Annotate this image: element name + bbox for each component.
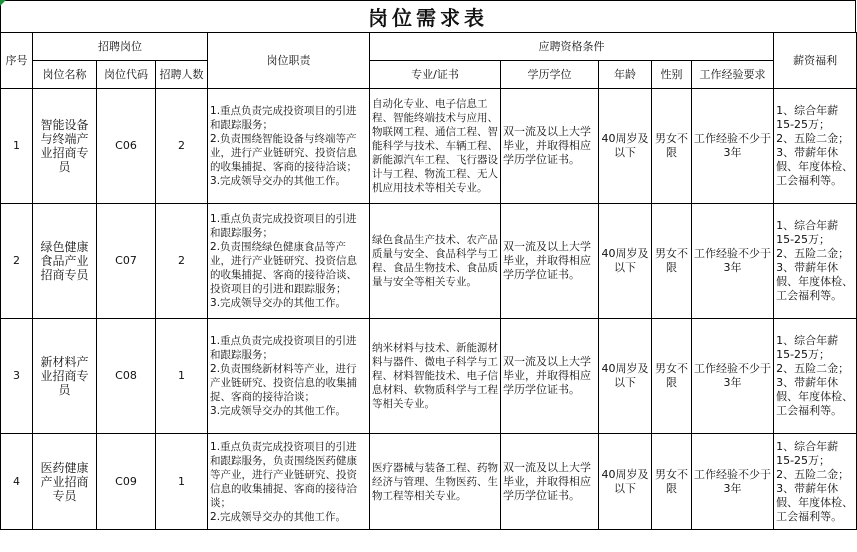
- header-experience[interactable]: 工作经验要求: [692, 61, 774, 89]
- cell-education[interactable]: 双一流及以上大学毕业，并取得相应学历学位证书。: [501, 89, 599, 204]
- cell-age[interactable]: 40周岁及以下: [599, 319, 652, 434]
- cell-major[interactable]: 医疗器械与装备工程、药物经济与管理、生物医药、生物工程等相关专业。: [370, 434, 501, 530]
- cell-post-code[interactable]: C06: [97, 89, 156, 204]
- cell-experience[interactable]: 工作经验不少于3年: [692, 434, 774, 530]
- cell-post-name[interactable]: 智能设备与终端产业招商专员: [33, 89, 97, 204]
- header-post-name[interactable]: 岗位名称: [33, 61, 97, 89]
- header-age[interactable]: 年龄: [599, 61, 652, 89]
- cell-age[interactable]: 40周岁及以下: [599, 204, 652, 319]
- cell-salary[interactable]: 1、综合年薪15-25万； 2、五险二金； 3、带薪年休假、年度体检、工会福利等。: [774, 89, 857, 204]
- cell-seq[interactable]: 2: [1, 204, 33, 319]
- table-row: [1, 204, 857, 319]
- cell-seq[interactable]: 3: [1, 319, 33, 434]
- cell-age[interactable]: 40周岁及以下: [599, 434, 652, 530]
- cell-gender[interactable]: 男女不限: [652, 204, 692, 319]
- cell-gender[interactable]: 男女不限: [652, 89, 692, 204]
- header-salary[interactable]: 薪资福利: [774, 33, 857, 89]
- header-major[interactable]: 专业/证书: [370, 61, 501, 89]
- table-row: [1, 434, 857, 530]
- cell-seq[interactable]: 1: [1, 89, 33, 204]
- cell-duty[interactable]: 1.重点负责完成投资项目的引进和跟踪服务； 2.负责围绕绿色健康食品等产业，进行产业链研究、投资信息的收集捕捉、客商的接待洽谈、投资项目的引进和跟踪服务； 3.完成领导交办的其他工作。: [208, 204, 370, 319]
- cell-education[interactable]: 双一流及以上大学毕业，并取得相应学历学位证书。: [501, 204, 599, 319]
- cell-headcount[interactable]: 1: [156, 434, 208, 530]
- cell-headcount[interactable]: 1: [156, 319, 208, 434]
- cell-salary[interactable]: 1、综合年薪15-25万； 2、五险二金； 3、带薪年休假、年度体检、工会福利等。: [774, 434, 857, 530]
- cell-selection-marker-icon: [0, 0, 6, 6]
- cell-gender[interactable]: 男女不限: [652, 434, 692, 530]
- header-duty[interactable]: 岗位职责: [208, 33, 370, 89]
- cell-post-code[interactable]: C08: [97, 319, 156, 434]
- cell-post-name[interactable]: 新材料产业招商专员: [33, 319, 97, 434]
- cell-post-code[interactable]: C09: [97, 434, 156, 530]
- cell-post-name[interactable]: 医药健康产业招商专员: [33, 434, 97, 530]
- cell-major[interactable]: 纳米材料与技术、新能源材料与器件、微电子科学与工程、材料智能技术、电子信息材料、软物质科学与工程等相关专业。: [370, 319, 501, 434]
- cell-salary[interactable]: 1、综合年薪15-25万； 2、五险二金； 3、带薪年休假、年度体检、工会福利等。: [774, 319, 857, 434]
- table-row: [1, 319, 857, 434]
- cell-experience[interactable]: 工作经验不少于3年: [692, 204, 774, 319]
- cell-experience[interactable]: 工作经验不少于3年: [692, 319, 774, 434]
- header-post-code[interactable]: 岗位代码: [97, 61, 156, 89]
- header-seq[interactable]: 序号: [1, 33, 33, 89]
- cell-salary[interactable]: 1、综合年薪15-25万； 2、五险二金； 3、带薪年休假、年度体检、工会福利等。: [774, 204, 857, 319]
- position-requirements-table: [0, 32, 857, 530]
- cell-seq[interactable]: 4: [1, 434, 33, 530]
- cell-major[interactable]: 自动化专业、电子信息工程、智能终端技术与应用、物联网工程、通信工程、智能科学与技术、车辆工程、新能源汽车工程、飞行器设计与工程、物流工程、无人机应用技术等相关专业。: [370, 89, 501, 204]
- header-qualification-group[interactable]: 应聘资格条件: [370, 33, 774, 61]
- header-headcount[interactable]: 招聘人数: [156, 61, 208, 89]
- table-row: [1, 89, 857, 204]
- cell-major[interactable]: 绿色食品生产技术、农产品质量与安全、食品科学与工程、食品生物技术、食品质量与安全等相关专业。: [370, 204, 501, 319]
- cell-education[interactable]: 双一流及以上大学毕业，并取得相应学历学位证书。: [501, 319, 599, 434]
- cell-duty[interactable]: 1.重点负责完成投资项目的引进和跟踪服务； 2.负责围绕智能设备与终端等产业，进行产业链研究、投资信息的收集捕捉、客商的接待洽谈； 3.完成领导交办的其他工作。: [208, 89, 370, 204]
- header-gender[interactable]: 性别: [652, 61, 692, 89]
- cell-headcount[interactable]: 2: [156, 89, 208, 204]
- cell-age[interactable]: 40周岁及以下: [599, 89, 652, 204]
- header-recruit-group[interactable]: 招聘岗位: [33, 33, 208, 61]
- cell-experience[interactable]: 工作经验不少于3年: [692, 89, 774, 204]
- cell-education[interactable]: 双一流及以上大学毕业，并取得相应学历学位证书。: [501, 434, 599, 530]
- header-education[interactable]: 学历学位: [501, 61, 599, 89]
- cell-duty[interactable]: 1.重点负责完成投资项目的引进和跟踪服务，负责围绕医药健康等产业，进行产业链研究、投资信息的收集捕捉、客商的接待洽谈； 2.完成领导交办的其他工作。: [208, 434, 370, 530]
- cell-post-name[interactable]: 绿色健康食品产业招商专员: [33, 204, 97, 319]
- cell-duty[interactable]: 1.重点负责完成投资项目的引进和跟踪服务； 2.负责围绕新材料等产业，进行产业链研究、投资信息的收集捕捉、客商的接待洽谈； 3.完成领导交办的其他工作。: [208, 319, 370, 434]
- cell-headcount[interactable]: 2: [156, 204, 208, 319]
- table-title: 岗位需求表: [0, 0, 856, 33]
- cell-post-code[interactable]: C07: [97, 204, 156, 319]
- cell-gender[interactable]: 男女不限: [652, 319, 692, 434]
